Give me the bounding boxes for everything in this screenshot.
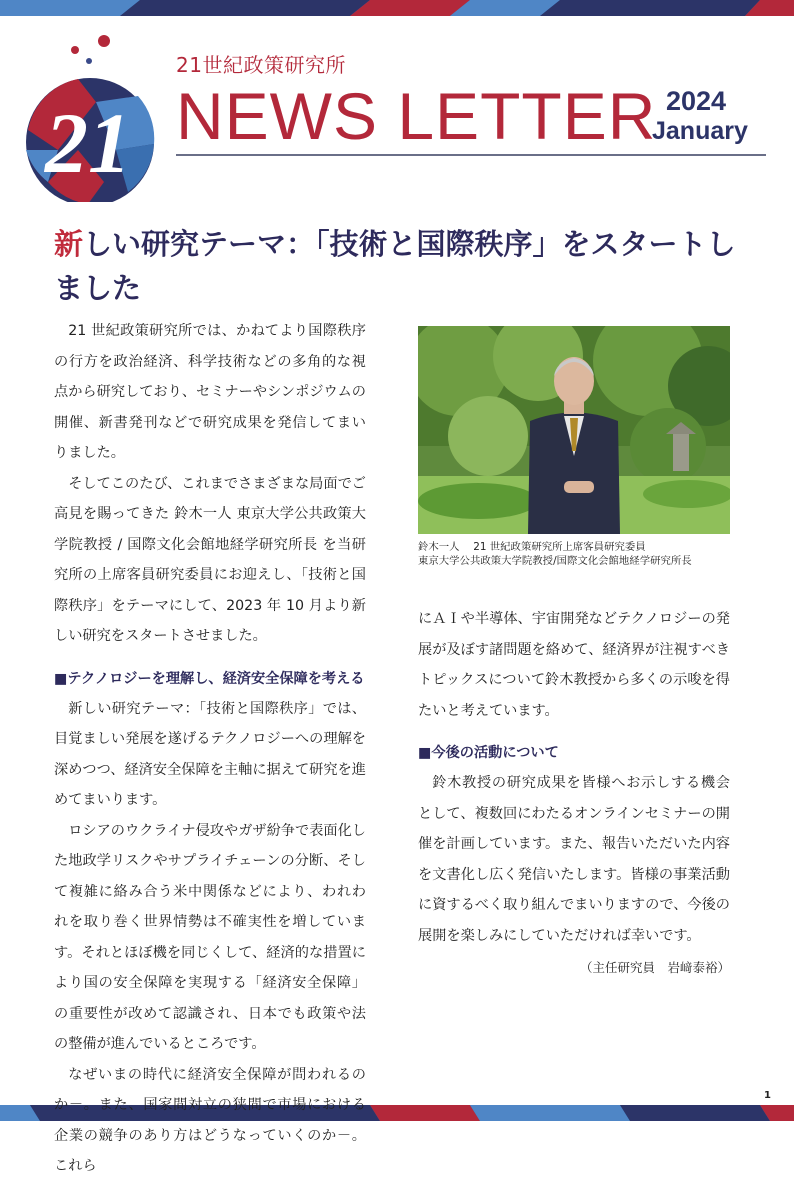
section-heading-technology: ■テクノロジーを理解し、経済安全保障を考える [54,670,365,687]
top-decorative-band [0,0,794,16]
institute-name [176,49,346,78]
section1-continuation: にＡＩや半導体、宇宙開発などテクノロジーの発展が及ぼす諸問題を絡めて、経済界が注視すべきトピックスについて鈴木教授から多くの示唆を得たいと考えています。 [418,611,730,719]
intro-paragraph-1: 21 世紀政策研究所では、かねてより国際秩序の行方を政治経済、科学技術などの多角的な視点から研究しており、セミナーやシンポジウムの開催、新書発刊などで研究成果を発信してまいりました。 [54,323,366,461]
page-number: 1 [764,1090,771,1101]
author-signature: （主任研究員 岩﨑泰裕） [579,960,730,975]
photo-caption [418,540,748,568]
right-column-section2 [418,738,730,984]
portrait-photo [418,326,730,534]
headline-accent: 新 [54,227,84,261]
section2-paragraph-1: 鈴木教授の研究成果を皆様へお示しする機会として、複数回にわたるオンラインセミナーの開催を計画しています。また、報告いただいた内容を文書化し広く発信いたします。皆様の事業活動に資するべく取り組んでまいりますので、今後の展開を楽しみにしていただければ幸いです。 [418,775,730,944]
section-heading-future-activities: ■今後の活動について [418,745,559,761]
institute-name-number: 21 [176,53,203,77]
issue-month: January [652,117,748,145]
section1-paragraph-2: ロシアのウクライナ侵攻やガザ紛争で表面化した地政学リスクやサプライチェーンの分断、そして複雑に絡み合う米中関係などにより、われわれを取り巻く世界情勢は不確実性を増しています。それとほぼ機を同じくして、経済的な措置により国の安全保障を実現する「経済安全保障」の重要性が改めて認識され、日本でも政策や法の整備が進んでいるところです。 [54,822,366,1052]
photo-caption-line-1: 鈴木一人 21 世紀政策研究所上席客員研究委員 [418,541,646,553]
institute-name-suffix: 世紀政策研究所 [202,53,346,77]
article-headline [54,222,744,310]
right-column-continuation [418,604,730,726]
logo-numeral: 21 [45,95,131,191]
section1-paragraph-3: なぜいまの時代に経済安全保障が問われるのか－。また、国家間対立の狭間で市場における企業の競争のあり方はどうなっていくのか－。これら [54,1066,366,1174]
section1-paragraph-1: 新しい研究テーマ：「技術と国際秩序」では、目覚ましい発展を遂げるテクノロジーへの理解を深めつつ、経済安全保障を主軸に据えて研究を進めてまいります。 [54,700,366,808]
intro-paragraph-2: そしてこのたび、これまでさまざまな局面でご高見を賜ってきた 鈴木一人 東京大学公共政策大学院教授 / 国際文化会館地経学研究所長 を当研究所の上席客員研究委員にお迎えし、「技術と国際秩序」をテーマにして、2023 年 10 月より新しい研究をスタートさせました。 [54,475,366,644]
institute-logo [18,32,158,202]
headline-text: しい研究テーマ：「技術と国際秩序」をスタートしました [54,227,736,305]
issue-year: 2024 [666,86,727,116]
left-column [54,316,366,1182]
photo-caption-line-2: 東京大学公共政策大学院教授/国際文化会館地経学研究所長 [418,555,692,567]
header-rule [176,154,766,156]
newsletter-title: NEWS LETTER [176,79,657,153]
